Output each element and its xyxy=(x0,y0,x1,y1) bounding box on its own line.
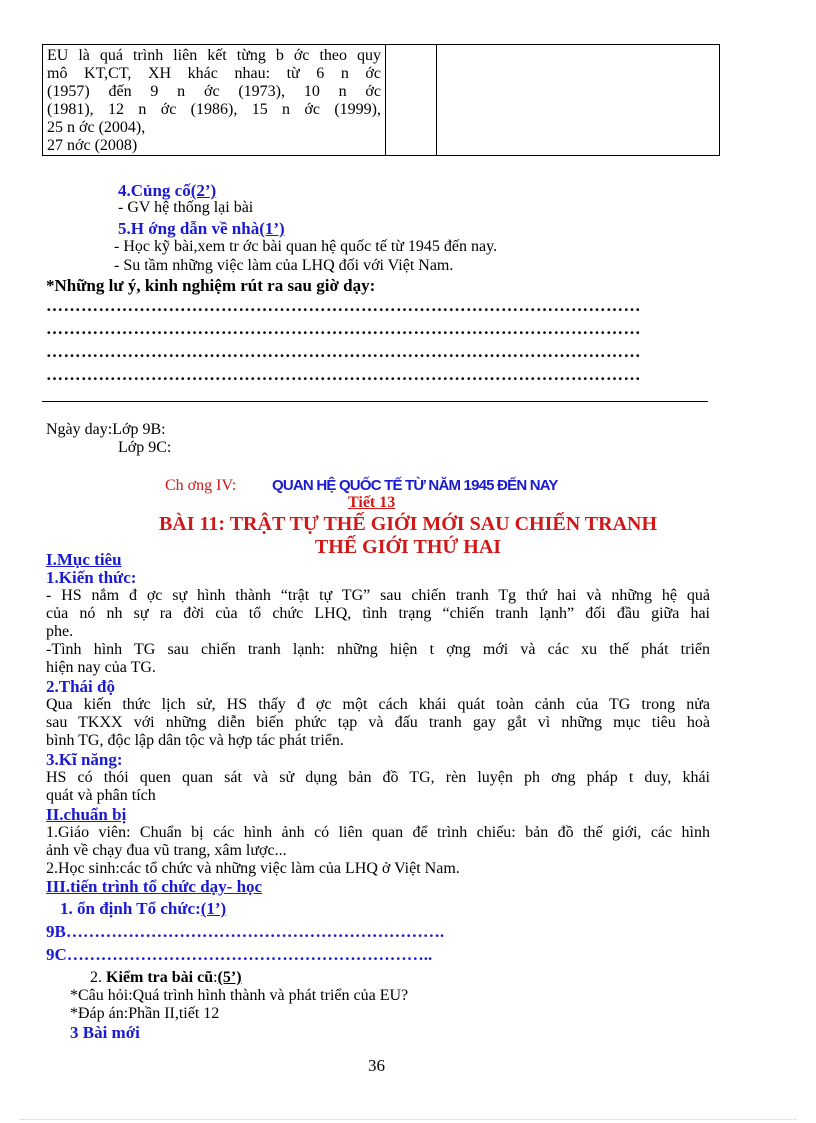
cell-line: (1957) đến 9 n ớc (1973), 10 n ớc xyxy=(47,83,381,100)
step1-heading: 1. ổn định Tổ chức:(1’) xyxy=(60,899,227,918)
objectives-heading: I.Mục tiêu xyxy=(46,550,122,569)
teach-date-9c: Lớp 9C: xyxy=(118,439,172,456)
knowledge-heading: 1.Kiến thức: xyxy=(46,568,137,587)
content-table xyxy=(42,44,720,156)
skills-heading: 3.Kĩ năng: xyxy=(46,750,123,769)
homework-heading: 5.H ớng dẫn về nhà(1’) xyxy=(118,219,285,238)
chapter-title: QUAN HỆ QUỐC TẾ TỪ NĂM 1945 ĐẾN NAY xyxy=(272,477,558,494)
period-label: Tiết 13 xyxy=(348,494,396,511)
notes-dotline: ………………………………………………………………………………………… xyxy=(46,296,641,315)
attitude-heading: 2.Thái độ xyxy=(46,677,115,696)
cell-line: mô KT,CT, XH khác nhau: từ 6 n ớc xyxy=(47,65,381,82)
cell-line: (1981), 12 n ớc (1986), 15 n ớc (1999), xyxy=(47,101,381,118)
consolidation-heading: 4.Củng cố(2’) xyxy=(118,181,217,200)
review-answer: *Đáp án:Phần II,tiết 12 xyxy=(70,1005,220,1022)
lesson-title: BÀI 11: TRẬT TỰ THẾ GIỚI MỚI SAU CHIẾN TRANH xyxy=(158,513,658,535)
consolidation-line: - GV hệ thống lại bài xyxy=(118,199,254,216)
knowledge-line: phe. xyxy=(46,623,74,640)
table-cell-content xyxy=(43,45,386,156)
class-9b-line: 9B…………………………………………………………. xyxy=(46,922,445,941)
section-divider xyxy=(42,401,708,402)
skills-line: HS có thói quen quan sát và sử dụng bản đồ TG, rèn luyện ph ơng pháp t duy, khái xyxy=(46,769,710,786)
attitude-line: bình TG, độc lập dân tộc và hợp tác phát triển. xyxy=(46,732,344,749)
page-number: 36 xyxy=(368,1056,385,1075)
notes-dotline: ………………………………………………………………………………………… xyxy=(46,342,641,361)
step3-heading: 3 Bài mới xyxy=(70,1023,140,1042)
cell-line: 25 n ớc (2004), xyxy=(47,119,146,136)
homework-line: - Su tầm những việc làm của LHQ đối với Việt Nam. xyxy=(114,257,454,274)
page-edge xyxy=(20,1119,796,1120)
knowledge-line: - HS nắm đ ợc sự hình thành “trật tự TG” sau chiến tranh Tg thứ hai và những hệ quả xyxy=(46,587,710,604)
table-cell-empty xyxy=(386,45,437,156)
lesson-title-line2: THẾ GIỚI THỨ HAI xyxy=(314,536,502,558)
preparation-line: 2.Học sinh:các tổ chức và những việc làm của LHQ ở Việt Nam. xyxy=(46,860,460,877)
notes-dotline: ………………………………………………………………………………………… xyxy=(46,319,641,338)
attitude-line: Qua kiến thức lịch sử, HS thấy đ ợc một cách khái quát toàn cảnh của TG trong nửa xyxy=(46,696,710,713)
knowledge-line: hiện nay của TG. xyxy=(46,659,156,676)
knowledge-line: -Tình hình TG sau chiến tranh lạnh: những hiện t ợng mới và các xu thế phát triển xyxy=(46,641,710,658)
skills-line: quát và phân tích xyxy=(46,787,156,804)
cell-line: 27 nớc (2008) xyxy=(47,137,138,154)
preparation-line: 1.Giáo viên: Chuẩn bị các hình ảnh có liên quan để trình chiếu: bản đồ thế giới, các hình xyxy=(46,824,710,841)
process-heading: III.tiến trình tổ chức dạy- học xyxy=(46,877,263,896)
homework-line: - Học kỹ bài,xem tr ớc bài quan hệ quốc tế từ 1945 đến nay. xyxy=(114,238,498,255)
notes-heading: *Những lư ý, kinh nghiệm rút ra sau giờ dạy: xyxy=(46,276,376,295)
chapter-prefix: Ch ơng IV: xyxy=(165,477,237,494)
eu-process-text xyxy=(43,45,385,155)
class-9c-line: 9C……………………………………………………….. xyxy=(46,945,433,964)
teach-date-9b: Ngày day:Lớp 9B: xyxy=(46,421,166,438)
knowledge-line: của nó nh sự ra đời của tổ chức LHQ, tình trạng “chiến tranh lạnh” đối đầu giữa hai xyxy=(46,605,710,622)
attitude-line: sau TKXX với những diễn biến phức tạp và đấu tranh gay gắt vì những mục tiêu hoà xyxy=(46,714,710,731)
cell-line: EU là quá trình liên kết từng b ớc theo quy xyxy=(47,47,381,64)
table-cell-empty xyxy=(437,45,720,156)
notes-dotline: ………………………………………………………………………………………… xyxy=(46,365,641,384)
preparation-line: ảnh về chạy đua vũ trang, xâm lược... xyxy=(46,842,287,859)
review-question: *Câu hỏi:Quá trình hình thành và phát triển của EU? xyxy=(70,987,409,1004)
preparation-heading: II.chuẩn bị xyxy=(46,805,127,824)
step2-heading: 2. Kiểm tra bài cũ:(5’) xyxy=(90,969,242,986)
